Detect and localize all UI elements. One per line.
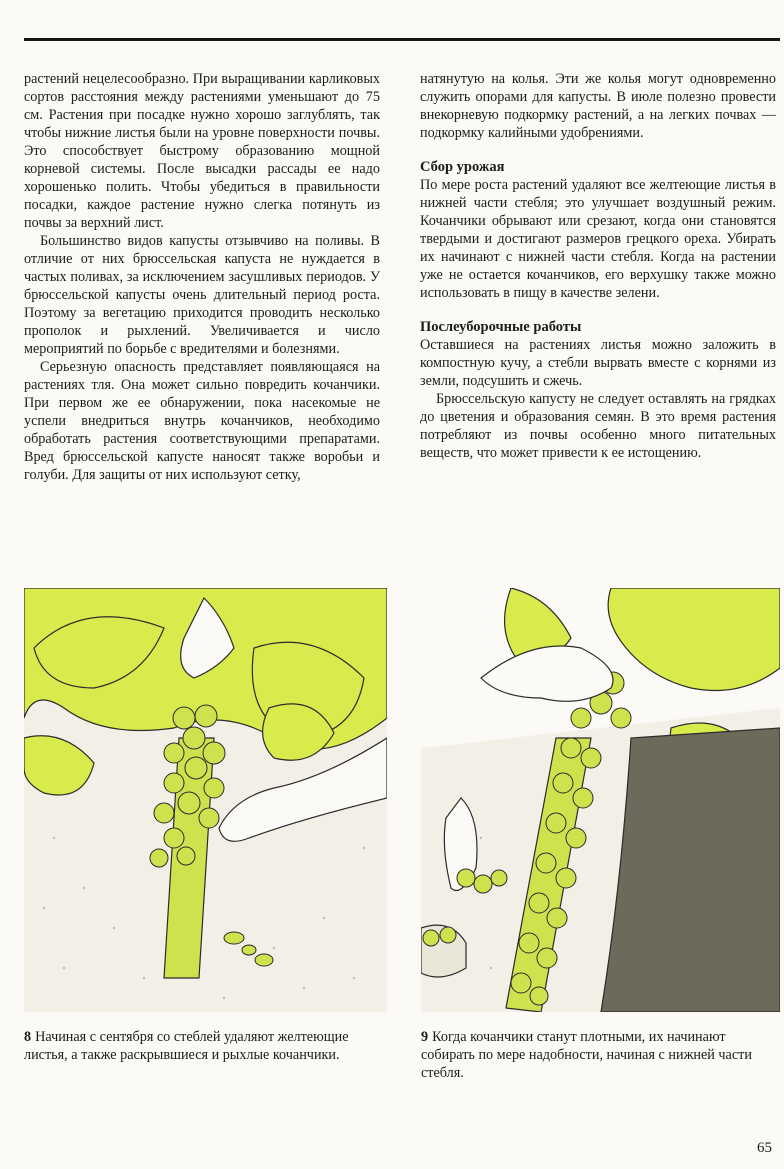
paragraph: натянутую на колья. Эти же колья могут одновременно служить опорами для капусты. В июле полезно провести внекорневую подкормку растений, а на легких почвах — подкормку калийными удобрениями. — [420, 71, 776, 141]
paragraph: Большинство видов капусты отзывчиво на поливы. В отличие от них брюссельская капуста не нуждается в частых поливах, за исключением засушливых периодов. У брюссельской капусты очень длительный период роста. Поэтому за вегетацию приходится проводить несколько прополок и рыхлений. Увеличивается и число мероприятий по борьбе с вредителями и болезнями. — [24, 233, 380, 357]
paragraph: растений нецелесообразно. При выращивании карликовых сортов расстояния между растениями уменьшают до 75 см. Растения при посадке нужно хорошо заглублять, так чтобы нижние листья были на уровне поверхности почвы. Это способствует быстрому образованию мощной корневой системы. После высадки рассады ее надо хорошенько полить. Чтобы убедиться в правильности посадки, каждое растение нужно слегка потянуть из почвы за верхний лист. — [24, 71, 380, 231]
illustration-9-harvesting-sprouts — [421, 588, 780, 1012]
top-rule — [24, 38, 780, 41]
paragraph: Брюссельскую капусту не следует оставлять на грядках до цветения и образования семян. В это время растения потребляют из почвы особенно много питательных веществ, что может привести к ее истощению. — [420, 391, 776, 461]
illustration-8-removing-leaves — [24, 588, 387, 1012]
caption-text: Когда кочанчики станут плотными, их начинают собирать по мере надобности, начиная с нижней части стебля. — [421, 1029, 752, 1081]
text-column-left — [24, 70, 380, 484]
paragraph: Оставшиеся на растениях листья можно заложить в компостную кучу, а стебли вырвать вместе с корнями из земли, подсушить и сжечь. — [420, 337, 776, 389]
figure-caption-8 — [24, 1028, 364, 1064]
caption-text: Начиная с сентября со стеблей удаляют желтеющие листья, а также раскрывшиеся и рыхлые кочанчики. — [24, 1029, 349, 1063]
caption-number: 9 — [421, 1029, 429, 1045]
paragraph: По мере роста растений удаляют все желтеющие листья в нижней части стебля; это улучшает воздушный режим. Кочанчики обрывают или срезают, когда они становятся твердыми и достигают размеров грецкого ореха. Убирать их начинают с нижней части стебля. Когда на растении уже не остается кочанчиков, его верхушку также можно использовать в пищу в качестве зелени. — [420, 177, 776, 301]
section-heading-harvest: Сбор урожая — [420, 159, 505, 175]
section-heading-post-harvest: Послеуборочные работы — [420, 319, 582, 335]
paragraph: Серьезную опасность представляет появляющаяся на растениях тля. Она может сильно повредить кочанчики. При первом же ее обнаружении, пока насекомые не успели внедриться внутрь кочанчиков, необходимо обработать растения соответствующими препаратами. Вред брюссельской капусте наносят также воробьи и голуби. Для защиты от них используют сетку, — [24, 359, 380, 483]
caption-number: 8 — [24, 1029, 32, 1045]
text-column-right — [420, 70, 776, 462]
figure-caption-9 — [421, 1028, 761, 1082]
page-number: 65 — [757, 1140, 772, 1156]
